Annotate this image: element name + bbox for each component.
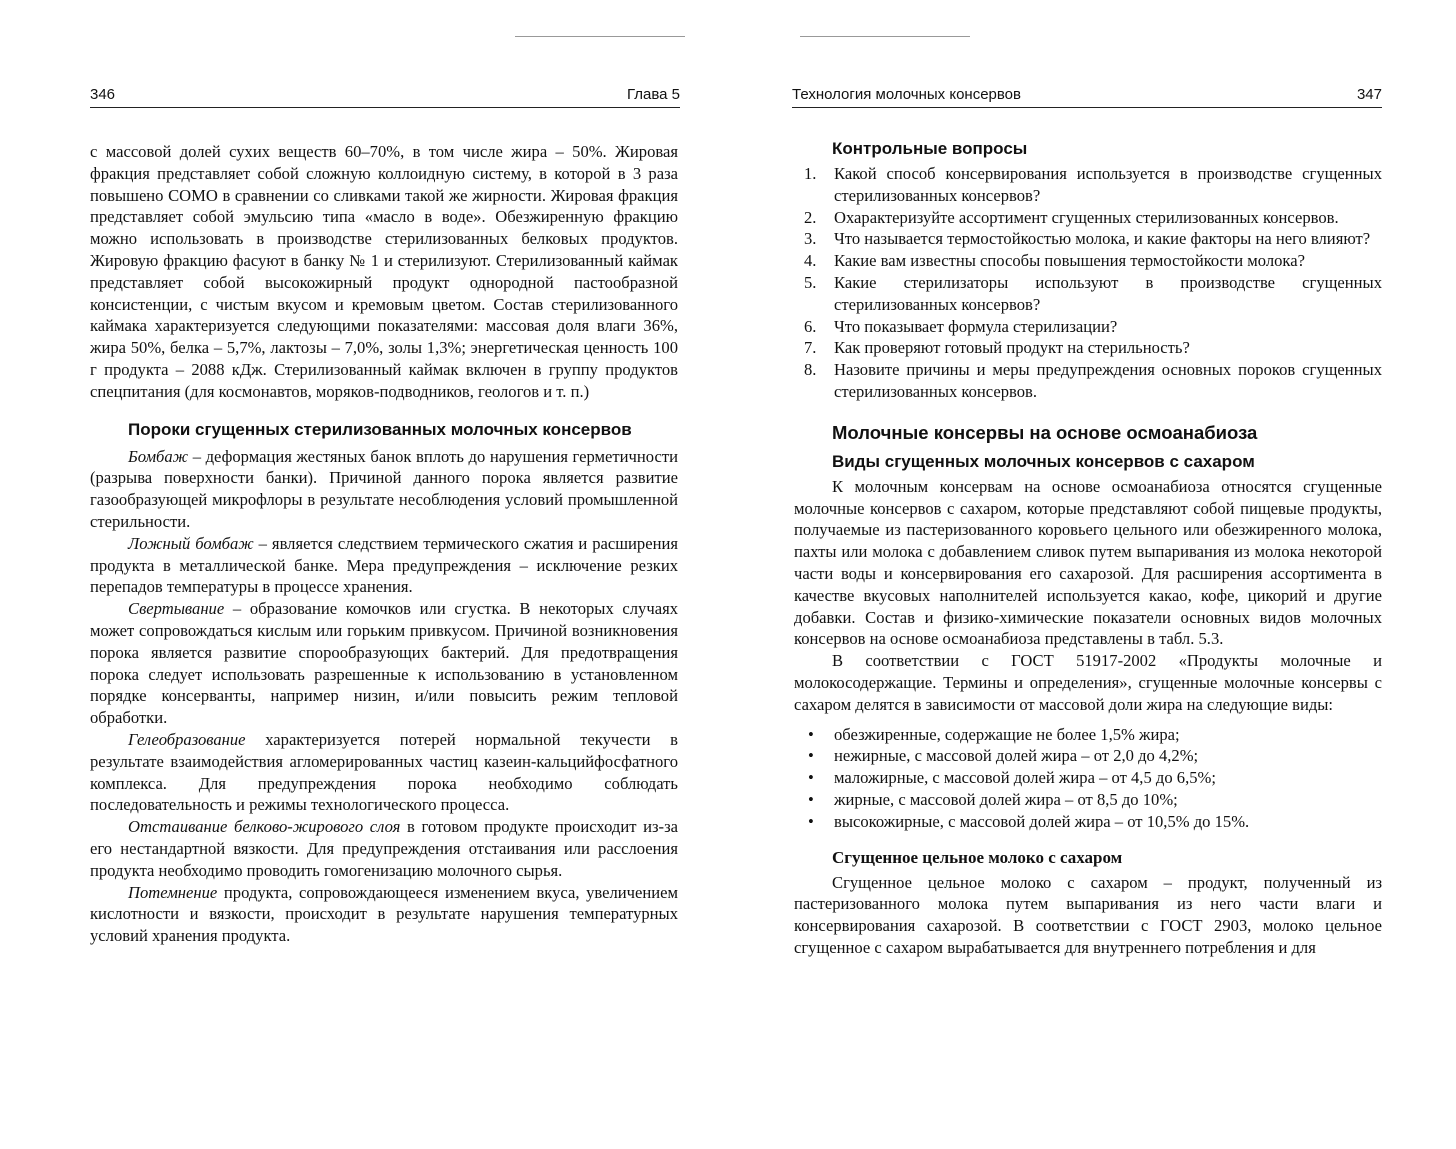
question-item: 1. Какой способ консервирования используется в производстве сгущенных стерилизованных консервов? [804,164,1382,205]
top-rule [515,36,685,37]
question-item: 8. Назовите причины и меры предупреждения основных пороков сгущенных стерилизованных консервов. [804,360,1382,401]
running-title: Технология молочных консервов [792,86,1021,103]
intro-paragraph: с массовой долей сухих веществ 60–70%, в том числе жира – 50%. Жировая фракция представляет собой сложную коллоидную систему, в которой в 3 раза повышено СОМО в сравнении со сливками такой же жирности. Жировая фракция представляет собой эмульсию типа «масло в воде». Обезжиренную фракцию можно использовать в производстве стерилизованных белковых продуктов. Жировую фракцию фасуют в банку № 1 и стерилизуют. Стерилизованный каймак представляет собой высокожирный продукт однородной пастообразной консистенции, с чистым вкусом и кремовым цветом. Состав стерилизованного каймака характеризуется следующими показателями: массовая доля влаги 36%, жира 50%, белка – 5,7%, лактозы – 7,0%, золы 1,3%; энергетическая ценность 100 г продукта – 2088 кДж. Стерилизованный каймак включен в группу продуктов спецпитания (для космонавтов, моряков-подводников, геологов и т. п.) [90,142,678,401]
right-page [728,0,1456,1149]
defect-term: Бомбаж [128,446,189,466]
defect-term: Свертывание [128,599,225,619]
questions-list [794,163,1382,403]
fat-classes-list [794,724,1382,833]
list-item: • маложирные, с массовой долей жира – от 4,5 до 6,5%; [808,768,1216,788]
body-paragraph: К молочным консервам на основе осмоанабиоза относятся сгущенные молочные консервов с сахаром, которые представляют собой пищевые продукты, получаемые из пастеризованного коровьего цельного или обезжиренного молока, пахты или молока с добавлением сливок путем выпаривания из молока некоторой части воды и консервирования его сахарозой. Для расширения ассортимента в качестве вкусовых наполнителей используется какао, кофе, цикорий и другие добавки. Состав и физико-химические показатели основных видов молочных консервов на основе осмоанабиоза представлены в табл. 5.3. [794,476,1382,649]
left-text-block [90,141,678,947]
subheading: Виды сгущенных молочных консервов с сахаром [832,451,1255,471]
right-text-block [794,138,1382,959]
question-item: 5. Какие стерилизаторы используют в производстве сгущенных стерилизованных консервов? [804,272,1382,314]
list-item: • обезжиренные, содержащие не более 1,5% жира; [808,724,1180,744]
defect-term: Потемнение [128,882,218,902]
defect-paragraph: Потемнение продукта, сопровождающееся изменением вкуса, увеличением кислотности и вязкости, происходит в результате нарушения температурных условий хранения продукта. [90,882,678,946]
questions-heading: Контрольные вопросы [832,139,1028,158]
defect-paragraph: Отстаивание белково-жирового слоя в готовом продукте происходит из-за его нестандартной вязкости. Для предупреждения отстаивания или расслоения продукта необходимо проводить гомогенизацию молочного сырья. [90,817,678,880]
top-rule [800,36,970,37]
question-item: 3. Что называется термостойкостью молока, и какие факторы на него влияют? [804,229,1371,249]
section-heading: Молочные консервы на основе осмоанабиоза [832,421,1258,443]
defect-term: Гелеобразование [128,729,246,749]
question-item: 2. Охарактеризуйте ассортимент сгущенных стерилизованных консервов. [804,207,1339,227]
section-heading: Пороки сгущенных стерилизованных молочных консервов [128,419,632,439]
list-item: • высокожирные, с массовой долей жира – от 10,5% до 15%. [808,811,1250,831]
question-item: 4. Какие вам известны способы повышения термостойкости молока? [804,251,1305,271]
defect-paragraph: Бомбаж – деформация жестяных банок вплоть до нарушения герметичности (разрыва поверхности банки). Причиной данного порока является развитие газообразующей микрофлоры в результате несоблюдения условий промышленной стерильности. [90,446,678,531]
page-number: 346 [90,86,116,103]
defect-term: Ложный бомбаж [128,533,254,553]
defect-paragraph: Ложный бомбаж – является следствием термического сжатия и расширения продукта в металлической банке. Мера предупреждения – исключение резких перепадов температуры в процессе хранения. [90,533,678,597]
list-item: • нежирные, с массовой долей жира – от 2,0 до 4,2%; [808,746,1199,766]
question-item: 6. Что показывает формула стерилизации? [804,316,1118,336]
body-paragraph: Сгущенное цельное молоко с сахаром – продукт, полученный из пастеризованного молока путем выпаривания из него части влаги и консервирования сахарозой. В соответствии с ГОСТ 2903, молоко цельное сгущенное с сахаром вырабатывается для внутреннего потребления и для [794,872,1382,957]
running-head [792,86,1382,108]
defect-paragraph: Свертывание – образование комочков или сгустка. В некоторых случаях может сопровождаться кислым или горьким привкусом. Причиной возникновения порока является развитие спорообразующих бактерий. Для предотвращения порока следует использовать разрешенные к использованию в установленном порядке консерванты, например низин, и/или повысить режим тепловой обработки. [90,599,678,728]
defect-paragraph: Гелеобразование характеризуется потерей нормальной текучести в результате взаимодействия агломерированных частиц казеин-кальцийфосфатного комплекса. Для предупреждения порока необходимо соблюдать последовательность и режимы технологического процесса. [90,729,678,815]
question-item: 7. Как проверяют готовый продукт на стерильность? [804,338,1190,358]
chapter-title: Глава 5 [626,86,680,103]
page-number: 347 [1356,86,1382,103]
running-head [90,86,680,108]
defect-term: Отстаивание белково-жирового слоя [128,817,401,837]
subheading: Сгущенное цельное молоко с сахаром [832,847,1123,867]
list-item: • жирные, с массовой долей жира – от 8,5 до 10%; [808,789,1178,809]
body-paragraph: В соответствии с ГОСТ 51917-2002 «Продукты молочные и молокосодержащие. Термины и определения», сгущенные молочные консервы с сахаром делятся в зависимости от массовой доли жира на следующие виды: [794,651,1382,714]
